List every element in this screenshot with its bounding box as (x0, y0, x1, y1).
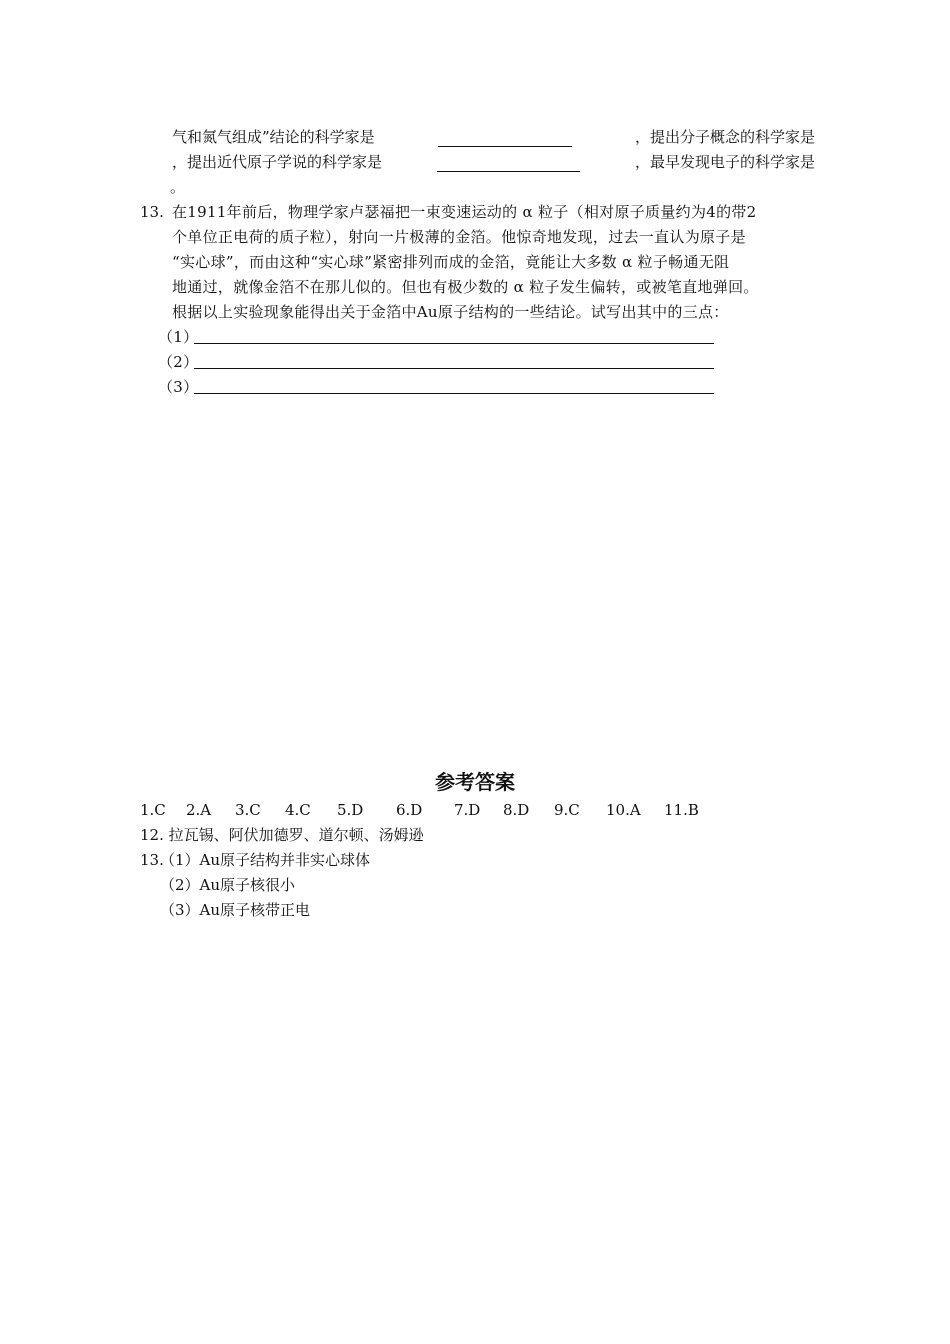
answer-q13-item: （2）Au原子核很小 (160, 876, 296, 894)
q13-line: 个单位正电荷的质子粒），射向一片极薄的金箔。他惊奇地发现，过去一直认为原子是 (172, 228, 746, 246)
answer-q12: 12. 拉瓦锡、阿伏加德罗、道尔顿、汤姆逊 (140, 826, 424, 844)
answer-q13-item: （3）Au原子核带正电 (160, 901, 311, 919)
q12-answer-blank[interactable] (437, 155, 580, 172)
choice-answer: 11.B (664, 801, 699, 819)
choice-answer: 9.C (554, 801, 580, 819)
q13-line: 地通过，就像金箔不在那儿似的。但也有极少数的 α 粒子发生偏转，或被笔直地弹回。 (172, 278, 759, 296)
answer-q13-item: （1）Au原子结构并非实心球体 (160, 851, 371, 869)
q13-number: 13. (140, 203, 164, 221)
choice-answer: 7.D (454, 801, 481, 819)
answers-heading: 参考答案 (435, 770, 515, 794)
q12-text: ，提出分子概念的科学家是 (634, 128, 815, 146)
q13-line: “实心球”，而由这种“实心球”紧密排列而成的金箔，竟能让大多数 α 粒子畅通无阻 (172, 253, 730, 271)
q13-line: 根据以上实验现象能得出关于金箔中Au原子结构的一些结论。试写出其中的三点： (172, 303, 729, 321)
choice-answer: 4.C (285, 801, 311, 819)
choice-answer: 8.D (503, 801, 530, 819)
q12-text: 气和氮气组成”结论的科学家是 (172, 128, 375, 146)
q13-answer-line[interactable] (194, 368, 714, 369)
q12-answer-blank[interactable] (438, 130, 572, 147)
choice-answer: 10.A (606, 801, 641, 819)
q13-answer-line[interactable] (194, 343, 714, 344)
answer-q13-number: 13. (140, 851, 164, 869)
q12-text: ，提出近代原子学说的科学家是 (172, 153, 383, 171)
q12-text: ，最早发现电子的科学家是 (634, 153, 815, 171)
q13-answer-label: （3） (158, 378, 199, 396)
choice-answer: 6.D (396, 801, 423, 819)
choice-answer: 3.C (235, 801, 261, 819)
q12-row-2 (172, 152, 815, 172)
q13-answer-line[interactable] (194, 393, 714, 394)
choice-answer: 5.D (337, 801, 364, 819)
q13-line: 在1911年前后，物理学家卢瑟福把一束变速运动的 α 粒子（相对原子质量约为4的带2 (172, 203, 757, 221)
q12-row-3: 。 (170, 178, 186, 196)
choice-answer: 2.A (186, 801, 212, 819)
q13-answer-label: （1） (158, 328, 199, 346)
choice-answer: 1.C (140, 801, 166, 819)
q12-row-1 (172, 127, 815, 147)
q13-answer-label: （2） (158, 353, 199, 371)
